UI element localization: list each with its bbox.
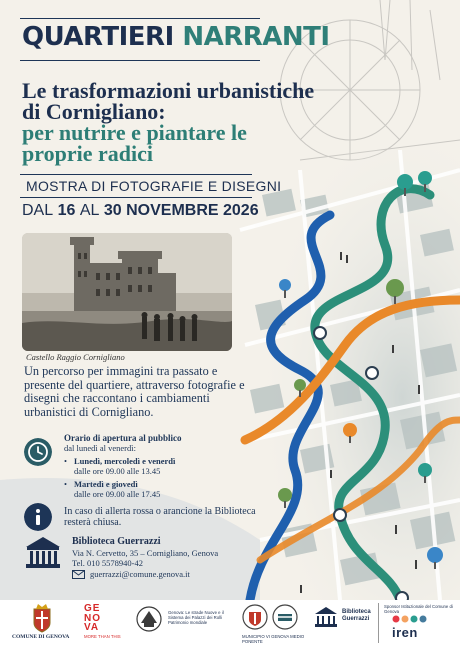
sponsor-name: iren (392, 625, 418, 640)
exhibit-dates (22, 202, 259, 220)
photo-caption: Castello Raggio Cornigliano (26, 352, 125, 362)
brand-part2: NARRANTI (182, 22, 330, 52)
comune-genova-crest-icon (30, 603, 54, 633)
hours-list (64, 456, 254, 499)
library-email[interactable]: guerrazzi@comune.genova.it (90, 569, 190, 579)
title-line2: per nutrire e piantare le proprie radici (22, 120, 247, 166)
genova-logo-line: NO (84, 612, 101, 624)
hours-item (64, 456, 254, 476)
hours-time: dalle ore 09.00 alle 13.45 (74, 466, 161, 476)
clock-icon (24, 438, 52, 466)
unesco-text: Genova: Le strade Nuove e il Sistema dei Palazzi dei Rolli Patrimonio mondiale (168, 610, 224, 625)
historic-castle-photo (22, 233, 232, 351)
hours-title: Orario di apertura al pubblico (64, 433, 182, 443)
biblioteca-logo-icon (314, 606, 338, 628)
hours-item (64, 479, 254, 499)
opening-hours (64, 433, 254, 502)
header-rule-bottom (20, 60, 260, 61)
hours-days: • Martedì e giovedì (74, 479, 138, 489)
library-name: Biblioteca Guerrazzi (72, 536, 161, 547)
genova-tagline: MORE THAN THIS (84, 634, 121, 639)
hours-days: • Lunedì, mercoledì e venerdì (74, 456, 176, 466)
header-rule-top (20, 18, 260, 19)
sponsor-footer (0, 600, 460, 650)
dates-from-day: 16 (57, 202, 76, 219)
unesco-emblem-icon (135, 605, 163, 633)
iren-dots-icon (392, 614, 428, 624)
hours-intro: dal lunedì al venerdì: (64, 443, 136, 453)
biblioteca-footer-line2: Guerrazzi (342, 616, 370, 622)
sponsor-label: Sponsor Istituzionale del Comune di Genova (384, 604, 453, 614)
envelope-icon (72, 570, 85, 579)
genova-logo-line: GE (84, 603, 101, 614)
biblioteca-footer-label (342, 609, 371, 623)
brand-logo (22, 22, 330, 52)
title-line1: Le trasformazioni urbanistiche di Cornigliano: (22, 78, 315, 124)
brand-part1: QUARTIERI (22, 22, 174, 52)
municipio-medio-ponente-icon (272, 604, 298, 630)
dates-to-text: 30 NOVEMBRE 2026 (103, 202, 259, 219)
library-phone: Tel. 010 5578940-42 (72, 558, 143, 568)
hours-time: dalle ore 09.00 alle 17.45 (74, 489, 161, 499)
genova-logo-line: VA (84, 622, 100, 633)
municipio-crest-icon (242, 604, 268, 630)
library-building-icon (24, 535, 62, 569)
genova-more-than-this-logo (84, 604, 101, 633)
exhibit-description: Un percorso per immagini tra passato e presente del quartiere, attraverso fotografie e disegni che raccontano i cambiamenti urbanistici di Cornigliano. (24, 364, 245, 419)
comune-genova-label: COMUNE DI GENOVA (12, 634, 70, 640)
sponsor-divider (378, 603, 379, 643)
poster-title (22, 80, 322, 164)
dates-to-label: AL (79, 202, 100, 219)
dates-from-label: DAL (22, 202, 54, 219)
exhibit-subtitle: MOSTRA DI FOTOGRAFIE E DISEGNI (26, 178, 282, 194)
library-info (72, 537, 272, 569)
municipio-label: MUNICIPIO VI GENOVA MEDIO PONENTE (242, 634, 305, 644)
subtitle-rule-top (20, 174, 252, 175)
library-address: Via N. Cervetto, 35 – Cornigliano, Genova (72, 547, 219, 558)
castle-photo-image (22, 233, 232, 351)
subtitle-rule-bottom (20, 197, 252, 198)
library-email-row (72, 569, 190, 579)
info-icon (24, 503, 52, 531)
biblioteca-footer-line1: Biblioteca (342, 609, 371, 615)
weather-alert-notice: In caso di allerta rossa o arancione la Biblioteca resterà chiusa. (64, 506, 256, 528)
